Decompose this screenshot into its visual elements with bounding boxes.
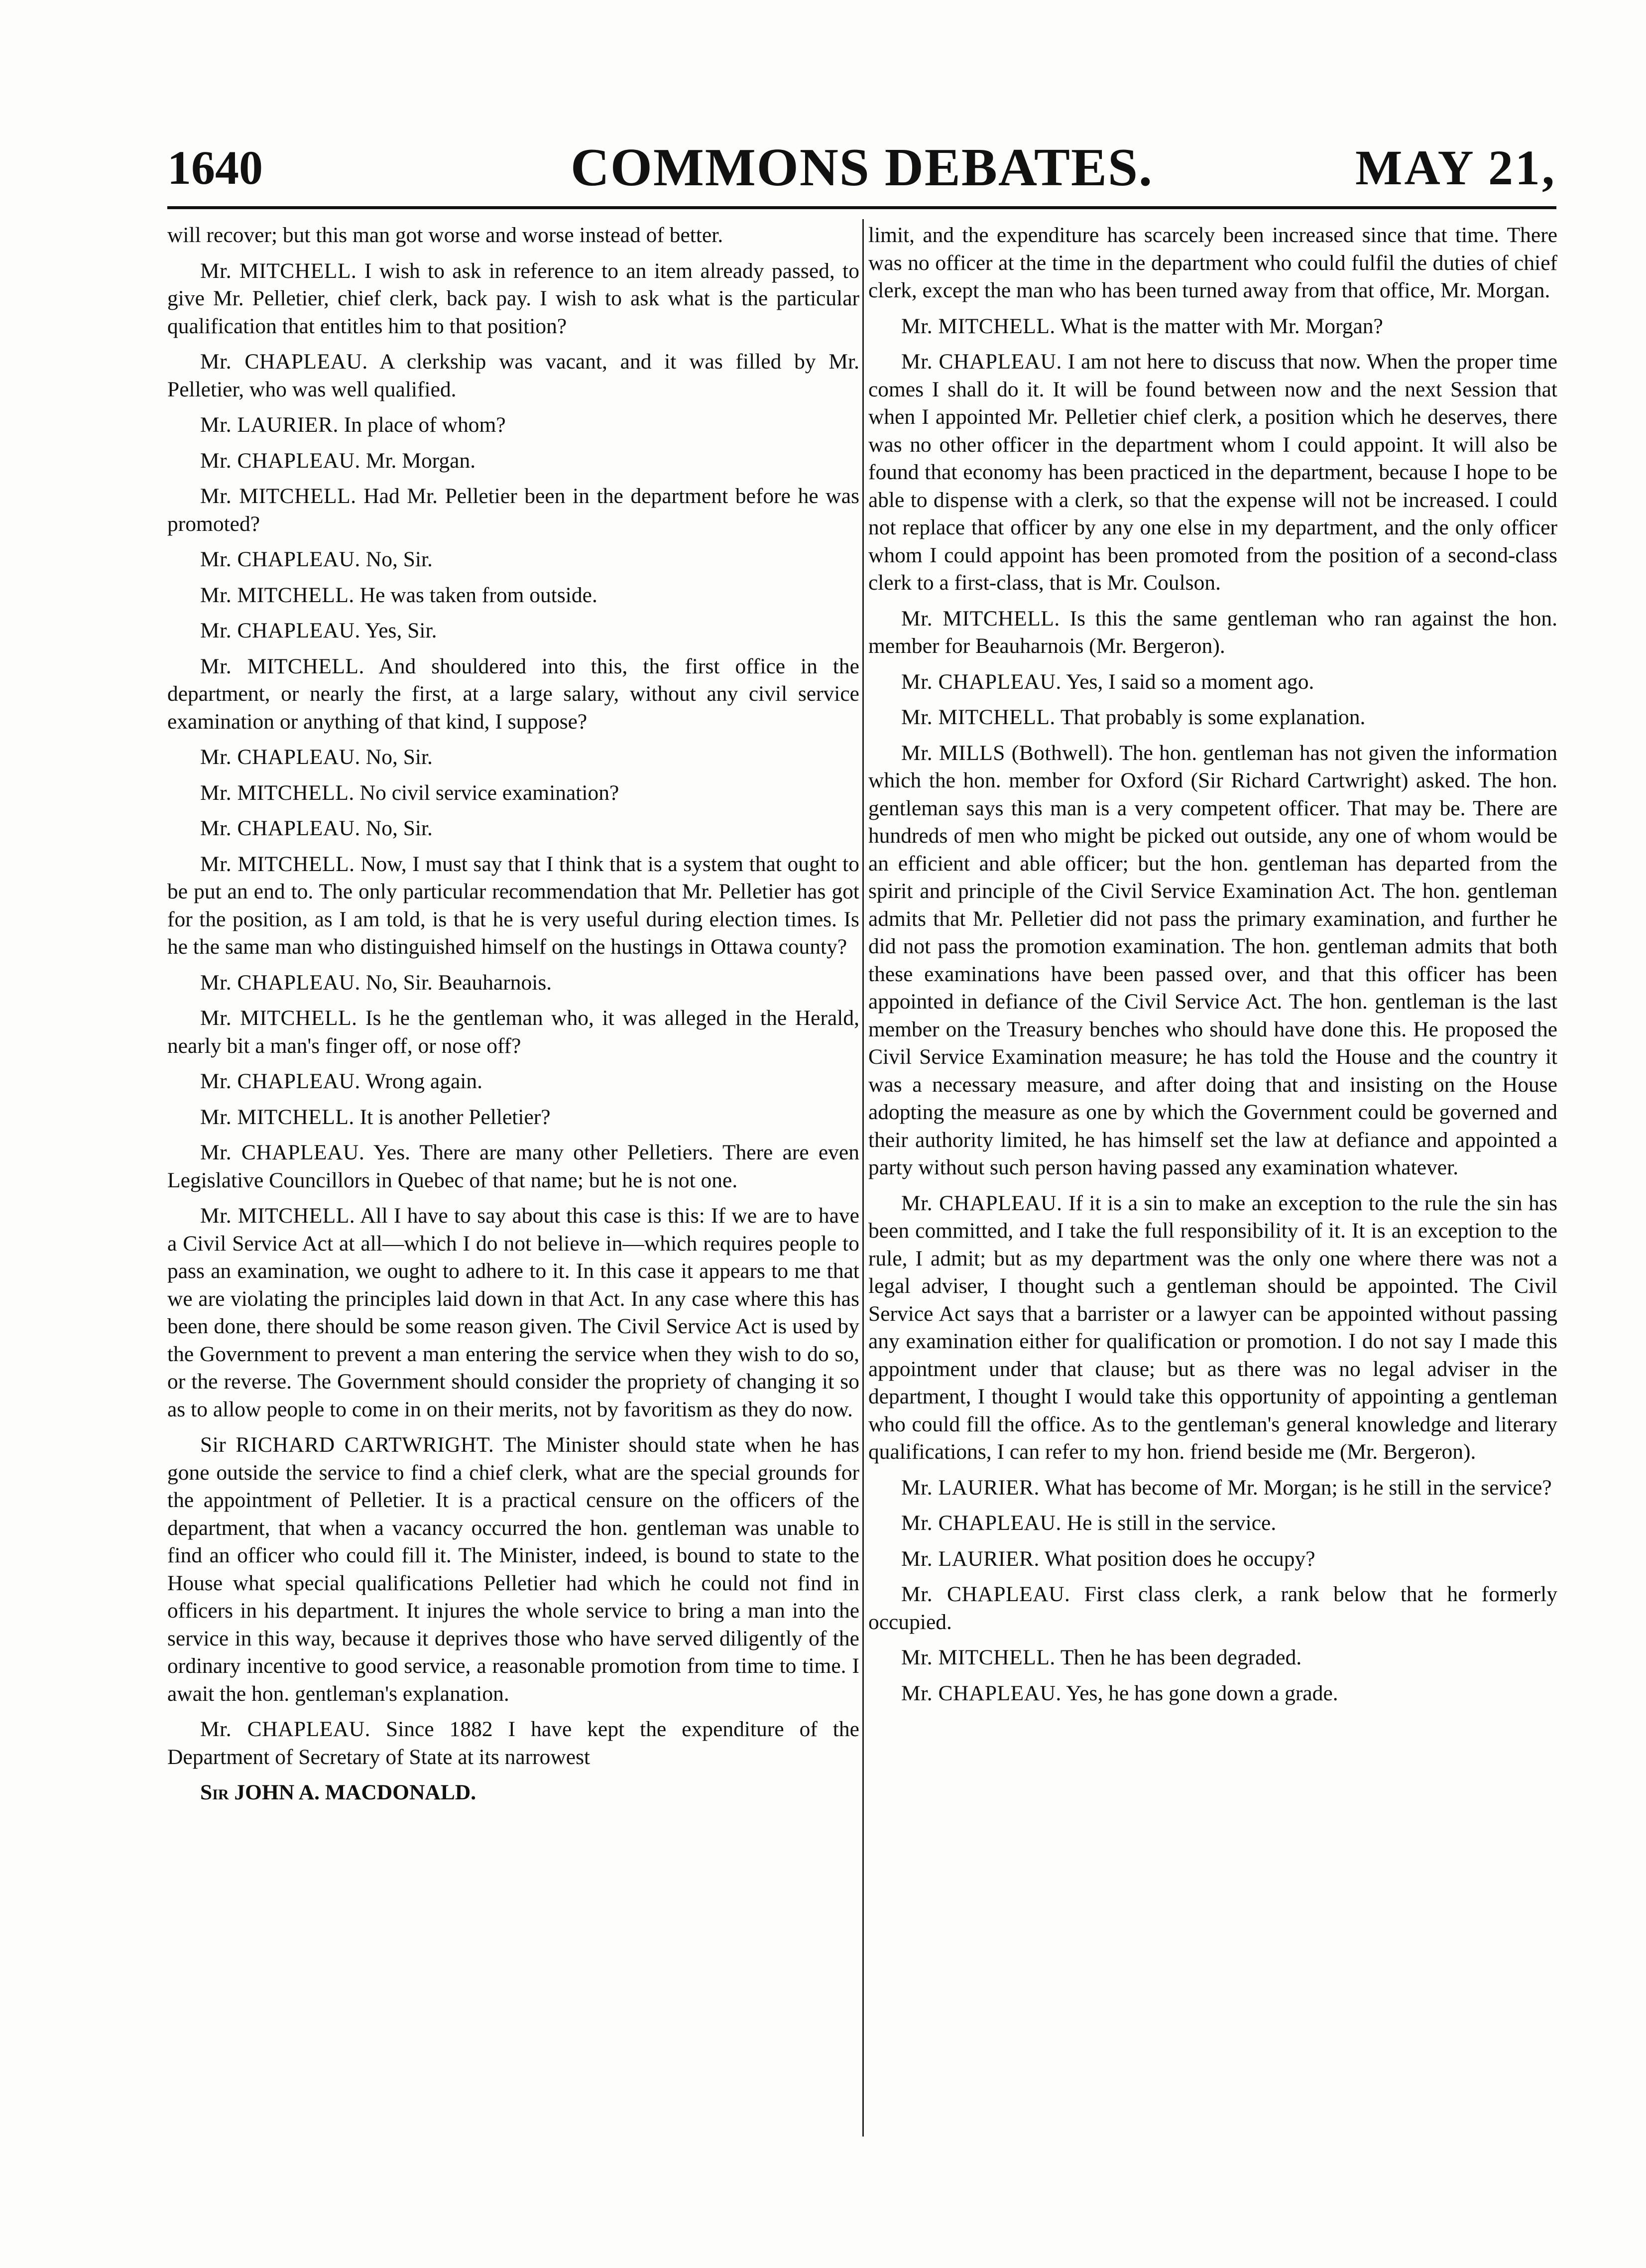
running-footer-name: Sir JOHN A. MACDONALD. [200, 1780, 476, 1804]
speech-text: All I have to say about this case is this: If we are to have a Civil Service Act at all—which I do not believe in—which requires people to pass an examination, we ought to adhere to it. In this case it appears to me that we are violating the principles laid down in that Act. In any case where this has been done, there should be some reason given. The Civil Service Act is used by the Government to prevent a man entering the service when they wish to do so, or the reverse. The Government should consider the propriety of changing it so as to allow people to come in on their merits, not by favoritism as they do now. [167, 1204, 859, 1421]
speech-text: No, Sir. [365, 816, 433, 840]
speaker-name: Mr. CHAPLEAU. [200, 350, 368, 374]
speech-paragraph [167, 969, 859, 997]
speech-paragraph [167, 1139, 859, 1194]
speech-text: Is this the same gentleman who ran against the hon. member for Beauharnois (Mr. Bergeron). [868, 606, 1557, 658]
speech-text: Had Mr. Pelletier been in the department before he was promoted? [167, 484, 859, 536]
speech-paragraph [868, 1190, 1557, 1466]
speaker-name: Mr. MITCHELL. [200, 852, 355, 876]
speech-text: He is still in the service. [1066, 1511, 1277, 1535]
speech-paragraph [167, 1068, 859, 1096]
speech-text: Wrong again. [365, 1069, 483, 1093]
speech-text: No, Sir. [365, 745, 433, 769]
speech-paragraph [167, 348, 859, 403]
page-number: 1640 [167, 141, 263, 194]
speech-text: Yes, he has gone down a grade. [1066, 1681, 1338, 1705]
speech-text: I wish to ask in reference to an item already passed, to give Mr. Pelletier, chief clerk, back pay. I wish to ask what is the particular qualification that entitles him to that position? [167, 258, 859, 338]
speech-text: What position does he occupy? [1044, 1546, 1315, 1571]
left-column [167, 222, 859, 2154]
speech-paragraph [167, 653, 859, 736]
speaker-name: Mr. CHAPLEAU. [901, 1681, 1061, 1705]
speaker-name: Mr. CHAPLEAU. [901, 1511, 1061, 1535]
speech-text: limit, and the expenditure has scarcely been increased since that time. There was no officer at the time in the department who could fulfil the duties of chief clerk, except the man who has been turned away from that office, Mr. Morgan. [868, 223, 1557, 302]
speech-paragraph [167, 815, 859, 843]
speech-text: Since 1882 I have kept the expenditure of the Department of Secretary of State at its narrowest [167, 1717, 859, 1769]
speech-text: No civil service examination? [359, 780, 619, 805]
speaker-name: Mr. MITCHELL. [901, 705, 1056, 729]
speech-text: That probably is some explanation. [1060, 705, 1366, 729]
right-column-paragraphs [868, 222, 1557, 1707]
speaker-name: Mr. MITCHELL. [200, 583, 354, 607]
speaker-name: Mr. LAURIER. [200, 413, 339, 437]
speech-text: First class clerk, a rank below that he formerly occupied. [868, 1582, 1557, 1634]
speech-paragraph [868, 1680, 1557, 1708]
page-date: MAY 21, [1355, 140, 1556, 195]
speech-paragraph [167, 257, 859, 341]
speaker-name: Mr. CHAPLEAU. [200, 619, 360, 642]
speaker-name: Mr. CHAPLEAU. [901, 669, 1061, 694]
speech-text: Now, I must say that I think that is a system that ought to be put an end to. The only particular recommendation that Mr. Pelletier has got for the position, as I am told, is that he is very useful during election times. Is he the same man who distinguished himself on the hustings in Ottawa county? [167, 852, 859, 959]
speech-text: No, Sir. [365, 547, 433, 571]
speaker-name: Mr. CHAPLEAU. [200, 1717, 371, 1741]
speaker-name: Mr. MITCHELL. [901, 314, 1056, 338]
speaker-name: Mr. MITCHELL. [901, 1645, 1056, 1669]
speech-paragraph [868, 313, 1557, 341]
speech-paragraph [868, 1474, 1557, 1502]
speech-text: The hon. gentleman has not given the information which the hon. member for Oxford (Sir Richard Cartwright) asked. The hon. gentleman says this man is a very competent officer. That may be. There are hundreds of men who might be picked out outside, any one of whom would be an efficient and able officer; but the hon. gentleman has departed from the spirit and principle of the Civil Service Examination Act. The hon. gentleman admits that Mr. Pelletier did not pass the primary examination, and further he did not pass the promotion examination. The hon. gentleman admits that both these examinations have been passed over, and that this officer has been appointed in defiance of the Civil Service Act. The hon. gentleman is the last member on the Treasury benches who should have done this. He proposed the Civil Service Examination measure; he has told the House and the country it was a necessary measure, and after doing that and insisting on the House adopting the measure as one by which the Government could be governed and their authority limited, he has himself set the law at defiance and appointed a party without such person having passed any examination whatever. [868, 741, 1557, 1179]
speaker-name: Mr. MITCHELL. [200, 258, 357, 283]
speech-paragraph [167, 1202, 859, 1423]
right-column [868, 222, 1557, 2154]
speech-paragraph [167, 1431, 859, 1708]
speech-text: He was taken from outside. [359, 583, 597, 607]
speech-paragraph [868, 348, 1557, 597]
speaker-name: Mr. CHAPLEAU. [200, 547, 360, 571]
speech-text: Is he the gentleman who, it was alleged in the Herald, nearly bit a man's finger off, or nose off? [167, 1006, 859, 1058]
speech-text: And shouldered into this, the first office in the department, or nearly the first, at a large salary, without any civil service examination or anything of that kind, I suppose? [167, 654, 859, 734]
speaker-name: Mr. CHAPLEAU. [200, 970, 360, 995]
speech-text: will recover; but this man got worse and worse instead of better. [167, 223, 723, 247]
speech-text: A clerkship was vacant, and it was filled by Mr. Pelletier, who was well qualified. [167, 350, 859, 401]
speech-text: What is the matter with Mr. Morgan? [1060, 314, 1383, 338]
speech-text: The Minister should state when he has gone outside the service to find a chief clerk, what are the special grounds for the appointment of Pelletier. It is a practical censure on the officers of the department, that when a vacancy occurred the hon. gentleman was unable to find an officer who could fill it. The Minister, indeed, is bound to state to the House what special qualifications Pelletier had which he could not find in officers in his department. It injures the whole service to bring a man into the service in this way, because it deprives those who have served diligently of the ordinary incentive to good service, a reasonable promotion from time to time. I await the hon. gentleman's explanation. [167, 1433, 859, 1706]
speaker-name: Mr. MITCHELL. [200, 780, 354, 805]
speaker-name: Mr. CHAPLEAU. [901, 350, 1062, 374]
speech-paragraph [868, 1510, 1557, 1537]
speech-text: Mr. Morgan. [365, 448, 476, 473]
speaker-name: Mr. LAURIER. [901, 1546, 1040, 1571]
speaker-name: Mr. LAURIER. [901, 1475, 1040, 1500]
speech-text: It is another Pelletier? [359, 1105, 551, 1129]
speaker-name: Mr. CHAPLEAU. [200, 1069, 360, 1093]
page-header [167, 140, 1556, 200]
speech-paragraph [167, 617, 859, 645]
left-column-paragraphs [167, 222, 859, 1771]
speaker-name: Mr. CHAPLEAU. [200, 816, 360, 840]
speech-paragraph [167, 1104, 859, 1132]
speech-text: Yes, I said so a moment ago. [1066, 669, 1314, 694]
speaker-name: Mr. CHAPLEAU. [200, 745, 360, 769]
speech-paragraph [167, 222, 859, 250]
speech-text: No, Sir. Beauharnois. [365, 970, 552, 995]
speech-paragraph [167, 1005, 859, 1060]
speaker-name: Mr. CHAPLEAU. [901, 1582, 1070, 1606]
speech-paragraph [167, 851, 859, 961]
speech-paragraph [868, 740, 1557, 1182]
speech-paragraph [167, 744, 859, 771]
speech-paragraph [868, 1644, 1557, 1672]
speech-paragraph [167, 779, 859, 807]
speaker-name: Mr. MILLS (Bothwell). [901, 741, 1114, 765]
speaker-name: Mr. MITCHELL. [200, 1006, 357, 1030]
speaker-name: Mr. CHAPLEAU. [901, 1191, 1062, 1215]
speech-paragraph [167, 546, 859, 574]
speech-text: If it is a sin to make an exception to the rule the sin has been committed, and I take the full responsibility of it. It is an exception to the rule, I admit; but as my department was the only one where there was not a legal adviser, I thought such a gentleman should be appointed. The Civil Service Act says that a barrister or a lawyer can be appointed without passing any examination either for qualification or promotion. I do not say I made this appointment under that clause; but as there was no legal adviser in the department, I thought I would take this opportunity of appointing a gentleman who could fill the office. As to the gentleman's general knowledge and literary qualifications, I can refer to my hon. friend beside me (Mr. Bergeron). [868, 1191, 1557, 1464]
speaker-name: Mr. MITCHELL. [200, 1204, 355, 1228]
speech-paragraph [167, 411, 859, 439]
speaker-name: Mr. CHAPLEAU. [200, 1140, 365, 1164]
speech-paragraph [868, 222, 1557, 305]
speech-paragraph [167, 447, 859, 475]
speech-paragraph [167, 1716, 859, 1771]
speech-text: Yes, Sir. [365, 619, 437, 642]
speaker-name: Mr. MITCHELL. [901, 606, 1060, 630]
speaker-name: Mr. MITCHELL. [200, 654, 364, 678]
column-divider [862, 219, 864, 2137]
speaker-name: Mr. MITCHELL. [200, 1105, 354, 1129]
speech-paragraph [868, 1545, 1557, 1573]
publication-title: COMMONS DEBATES. [570, 138, 1154, 197]
speaker-name: Mr. MITCHELL. [200, 484, 356, 508]
speech-text: In place of whom? [344, 413, 506, 437]
header-rule [167, 206, 1556, 209]
speech-paragraph [868, 605, 1557, 660]
speech-text: Yes. There are many other Pelletiers. There are even Legislative Councillors in Quebec of that name; but he is not one. [167, 1140, 859, 1192]
speech-text: Then he has been degraded. [1060, 1645, 1302, 1669]
speech-text: I am not here to discuss that now. When the proper time comes I shall do it. It will be found between now and the next Session that when I appointed Mr. Pelletier chief clerk, a position which he deserves, there was no other officer in the department whom I could appoint. It will also be found that economy has been practiced in the department, because I hope to be able to dispense with a clerk, so that the expense will not be increased. I could not replace that officer by any one else in my department, and the only officer whom I could appoint has been promoted from the position of a second-class clerk to a first-class, that is Mr. Coulson. [868, 350, 1557, 595]
speaker-name: Mr. CHAPLEAU. [200, 448, 360, 473]
speech-paragraph [868, 1581, 1557, 1636]
speech-paragraph [868, 704, 1557, 732]
speech-text: What has become of Mr. Morgan; is he still in the service? [1044, 1475, 1552, 1500]
speaker-name: Sir RICHARD CARTWRIGHT. [200, 1433, 494, 1457]
speech-paragraph [167, 582, 859, 610]
speech-paragraph [167, 483, 859, 538]
speech-paragraph [868, 668, 1557, 696]
